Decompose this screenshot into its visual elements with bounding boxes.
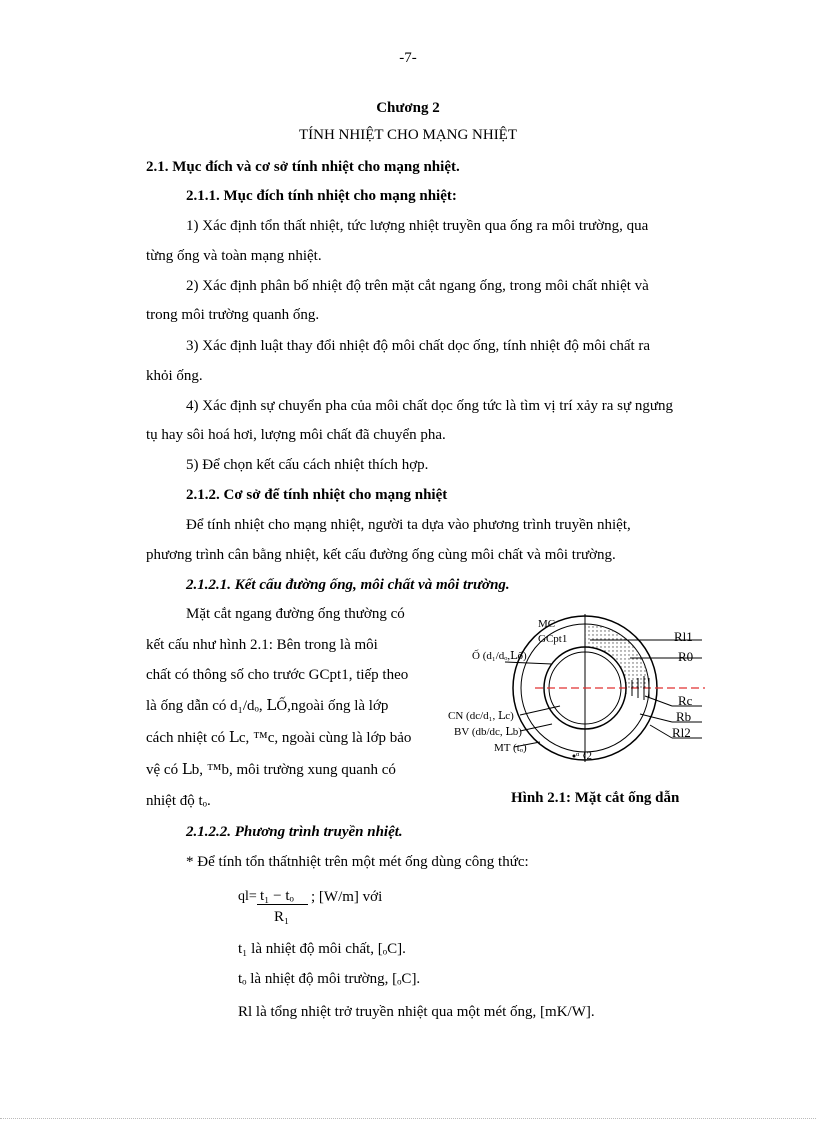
formula-denominator: R₁ [274, 909, 290, 925]
item-1-line-2: từng ống và toàn mạng nhiệt. [146, 248, 322, 264]
formula-fraction-bar [257, 904, 308, 905]
chapter-title: TÍNH NHIỆT CHO MẠNG NHIỆT [298, 127, 518, 143]
structure-line-4: là ống dẫn có d₁/dₒ, ⅬỐ,ngoài ống là lớp [146, 698, 389, 714]
label-rl2: Rl2 [672, 725, 691, 740]
basis-line-1: Để tính nhiệt cho mạng nhiệt, người ta dựa vào phương trình truyền nhiệt, [186, 517, 631, 533]
definition-to: tₒ là nhiệt độ môi trường, [ₒC]. [238, 971, 421, 987]
structure-line-6: vệ có Ⅼb, ™b, môi trường xung quanh có [146, 762, 396, 778]
formula-rest: ; [W/m] với [311, 889, 383, 905]
formula-numerator: t₁ − tₒ [260, 888, 294, 904]
structure-line-5: cách nhiệt có Ⅼc, ™c, ngoài cùng là lớp bảo [146, 730, 412, 746]
structure-line-3: chất có thông số cho trước GCpt1, tiếp theo [146, 667, 409, 683]
structure-line-7: nhiệt độ tₒ. [146, 793, 211, 809]
label-rl1: Rl1 [674, 629, 693, 644]
section-2-1-heading: 2.1. Mục đích và cơ sở tính nhiệt cho mạng nhiệt. [146, 159, 460, 175]
chapter-heading: Chương 2 [376, 100, 440, 116]
figure-caption: Hình 2.1: Mặt cắt ống dẫn [511, 790, 680, 806]
item-4-line-2: tụ hay sôi hoá hơi, lượng môi chất đã chuyển pha. [146, 427, 446, 443]
label-mc: MC [538, 618, 556, 630]
structure-line-2: kết cấu như hình 2.1: Bên trong là môi [146, 637, 378, 653]
item-1-line-1: 1) Xác định tổn thất nhiệt, tức lượng nhiệt truyền qua ống ra môi trường, qua [186, 218, 649, 234]
item-2-line-2: trong môi trường quanh ống. [146, 307, 320, 323]
item-4-line-1: 4) Xác định sự chuyển pha của môi chất dọc ống tức là tìm vị trí xảy ra sự ngưng [186, 398, 673, 414]
label-rc: Rc [678, 693, 693, 708]
pipe-cross-section-figure [440, 610, 740, 790]
item-2-line-1: 2) Xác định phân bố nhiệt độ trên mặt cắt ngang ống, trong môi chất nhiệt và [186, 278, 649, 294]
item-3-line-1: 3) Xác định luật thay đổi nhiệt độ môi chất dọc ống, tính nhiệt độ môi chất ra [186, 338, 651, 354]
heat-intro: * Để tính tổn thấtnhiệt trên một mét ống dùng công thức: [186, 854, 529, 870]
formula-lhs: ql= [238, 889, 257, 904]
section-2-1-2-1-heading: 2.1.2.1. Kết cấu đường ống, môi chất và môi trường. [186, 577, 510, 593]
page-number: -7- [399, 50, 417, 66]
label-environment: MT (tₒ) [494, 742, 527, 754]
label-gcpt1: GCpt1 [538, 633, 568, 645]
section-2-1-2-2-heading: 2.1.2.2. Phương trình truyền nhiệt. [186, 824, 403, 840]
definition-rl: Rl là tổng nhiệt trở truyền nhiệt qua một mét ống, [mK/W]. [238, 1004, 595, 1020]
basis-line-2: phương trình cân bằng nhiệt, kết cấu đường ống cùng môi chất và môi trường. [146, 547, 616, 563]
label-r0: R0 [678, 649, 694, 664]
item-3-line-2: khỏi ống. [146, 368, 203, 384]
label-insulation: CN (dc/d₁, Ⅼc) [448, 710, 514, 722]
page-bottom-rule [0, 1118, 816, 1119]
label-rb: Rb [676, 709, 692, 724]
label-pipe: Ố (d₁/dₒ,Ⅼố) [472, 650, 527, 662]
label-protection: BV (db/dc, Ⅼb) [454, 726, 522, 738]
label-marker: ᵅ ⟨2 [576, 750, 592, 762]
structure-line-1: Mặt cắt ngang đường ống thường có [186, 606, 405, 622]
item-5: 5) Để chọn kết cấu cách nhiệt thích hợp. [186, 457, 429, 473]
section-2-1-2-heading: 2.1.2. Cơ sở để tính nhiệt cho mạng nhiệt [186, 487, 448, 503]
section-2-1-1-heading: 2.1.1. Mục đích tính nhiệt cho mạng nhiệt: [186, 188, 457, 204]
pipe-cross-section-drawing [440, 610, 740, 790]
definition-t1: t₁ là nhiệt độ môi chất, [ₒC]. [238, 941, 406, 957]
